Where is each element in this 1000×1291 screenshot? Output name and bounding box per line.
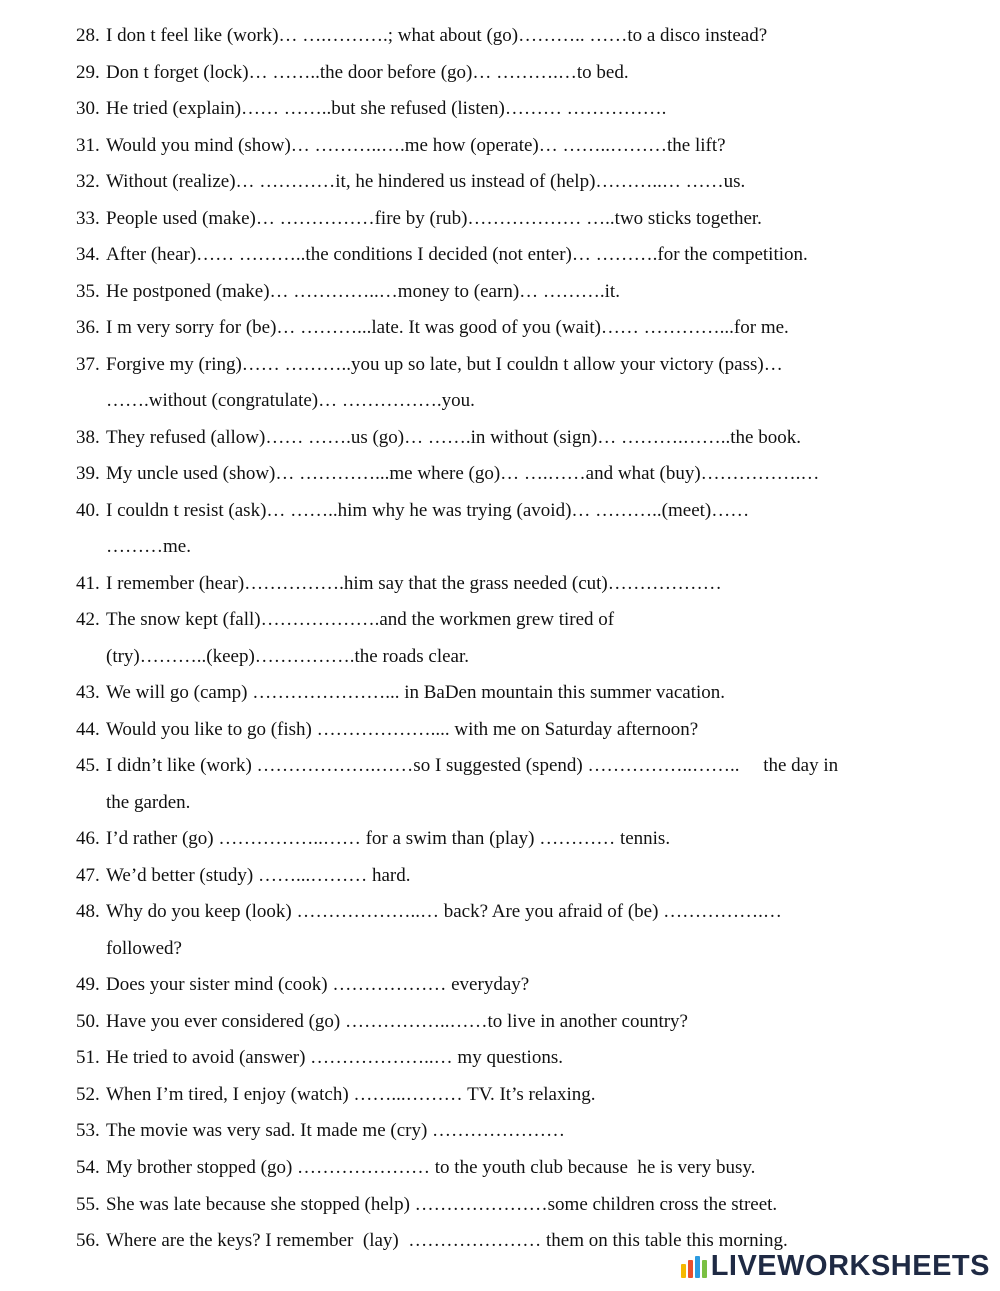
exercise-text: We’d better (study) ……...……… hard. <box>106 865 411 886</box>
exercise-text: I’d rather (go) ……………..…… for a swim than (play) ………… tennis. <box>106 828 671 849</box>
exercise-number: 32. <box>76 171 100 192</box>
exercise-37-continuation: …….without (congratulate)… …………….you. <box>106 390 475 411</box>
exercise-49 <box>76 973 529 997</box>
exercise-number: 51. <box>76 1047 100 1068</box>
exercise-number: 28. <box>76 25 100 46</box>
exercise-48 <box>76 900 782 924</box>
exercise-29 <box>76 61 629 85</box>
exercise-34 <box>76 243 808 267</box>
exercise-33 <box>76 207 762 231</box>
exercise-number: 33. <box>76 208 100 229</box>
exercise-number: 54. <box>76 1157 100 1178</box>
exercise-43 <box>76 681 725 705</box>
exercise-number: 41. <box>76 573 100 594</box>
exercise-number: 38. <box>76 427 100 448</box>
exercise-44 <box>76 718 698 742</box>
exercise-number: 52. <box>76 1084 100 1105</box>
exercise-text: They refused (allow)…… …….us (go)… …….in without (sign)… ……….……..the book. <box>106 427 801 448</box>
exercise-55 <box>76 1193 777 1217</box>
exercise-31 <box>76 134 726 158</box>
exercise-text: I don t feel like (work)… ….……….; what about (go)……….. ……to a disco instead? <box>106 25 768 46</box>
exercise-41 <box>76 572 722 596</box>
exercise-47 <box>76 864 411 888</box>
exercise-text: We will go (camp) …………………... in BaDen mountain this summer vacation. <box>106 682 726 703</box>
exercise-number: 45. <box>76 755 100 776</box>
exercise-text: I m very sorry for (be)… ………...late. It was good of you (wait)…… …………...for me. <box>106 317 789 338</box>
exercise-40-continuation: ………me. <box>106 536 191 557</box>
exercise-45 <box>76 754 838 778</box>
exercise-text: Forgive my (ring)…… ………..you up so late, but I couldn t allow your victory (pass)… <box>106 354 783 375</box>
exercise-text: I remember (hear)…………….him say that the grass needed (cut)……………… <box>106 573 722 594</box>
exercise-48-continuation: followed? <box>106 938 182 959</box>
exercise-35 <box>76 280 620 304</box>
exercise-52 <box>76 1083 596 1107</box>
exercise-40 <box>76 499 749 523</box>
exercise-number: 40. <box>76 500 100 521</box>
exercise-number: 42. <box>76 609 100 630</box>
exercise-number: 30. <box>76 98 100 119</box>
exercise-number: 50. <box>76 1011 100 1032</box>
exercise-text: She was late because she stopped (help) …………………some children cross the street. <box>106 1194 778 1215</box>
exercise-text: Have you ever considered (go) ……………..……to live in another country? <box>106 1011 688 1032</box>
exercise-text: I couldn t resist (ask)… ……..him why he was trying (avoid)… ………..(meet)…… <box>106 500 750 521</box>
exercise-51 <box>76 1046 563 1070</box>
exercise-text: When I’m tired, I enjoy (watch) ……...……… TV. It’s relaxing. <box>106 1084 596 1105</box>
exercise-38 <box>76 426 801 450</box>
exercise-36 <box>76 316 789 340</box>
exercise-42-continuation: (try)………..(keep)…………….the roads clear. <box>106 646 470 667</box>
exercise-text: He tried (explain)…… ……..but she refused (listen)……… ……………. <box>106 98 667 119</box>
exercise-53 <box>76 1119 565 1143</box>
exercise-text: Does your sister mind (cook) ……………… everyday? <box>106 974 530 995</box>
exercise-number: 31. <box>76 135 100 156</box>
exercise-number: 43. <box>76 682 100 703</box>
exercise-text: Don t forget (lock)… ……..the door before (go)… ……….…to bed. <box>106 62 629 83</box>
exercise-number: 36. <box>76 317 100 338</box>
exercise-text: After (hear)…… ………..the conditions I decided (not enter)… ……….for the competition. <box>106 244 808 265</box>
exercise-text: Why do you keep (look) ………………..… back? Are you afraid of (be) …………….… <box>106 901 782 922</box>
exercise-text: Would you mind (show)… ………..….me how (operate)… ……..………the lift? <box>106 135 726 156</box>
liveworksheets-logo-text: LIVEWORKSHEETS <box>710 1250 990 1282</box>
exercise-number: 29. <box>76 62 100 83</box>
exercise-number: 44. <box>76 719 100 740</box>
exercise-37 <box>76 353 783 377</box>
exercise-32 <box>76 170 745 194</box>
exercise-28 <box>76 24 767 48</box>
exercise-number: 55. <box>76 1194 100 1215</box>
exercise-number: 37. <box>76 354 100 375</box>
exercise-number: 46. <box>76 828 100 849</box>
exercise-number: 48. <box>76 901 100 922</box>
exercise-39 <box>76 462 819 486</box>
liveworksheets-logo-icon <box>681 1256 707 1278</box>
exercise-46 <box>76 827 670 851</box>
exercise-50 <box>76 1010 688 1034</box>
liveworksheets-logo <box>681 1250 990 1283</box>
exercise-45-continuation: the garden. <box>106 792 191 813</box>
exercise-number: 49. <box>76 974 100 995</box>
exercise-number: 35. <box>76 281 100 302</box>
exercise-text: My brother stopped (go) ………………… to the youth club because he is very busy. <box>106 1157 756 1178</box>
exercise-text: He postponed (make)… …………..…money to (earn)… ……….it. <box>106 281 620 302</box>
exercise-54 <box>76 1156 755 1180</box>
exercise-number: 34. <box>76 244 100 265</box>
exercise-42 <box>76 608 614 632</box>
exercise-text: My uncle used (show)… …………...me where (go)… ….……and what (buy)…………….… <box>106 463 820 484</box>
exercise-text: The movie was very sad. It made me (cry) ………………… <box>106 1120 566 1141</box>
exercise-text: Without (realize)… …………it, he hindered us instead of (help)………..… ……us. <box>106 171 746 192</box>
exercise-number: 53. <box>76 1120 100 1141</box>
exercise-text: Would you like to go (fish) ……………….... with me on Saturday afternoon? <box>106 719 699 740</box>
exercise-text: The snow kept (fall)……………….and the workmen grew tired of <box>106 609 615 630</box>
exercise-text: He tried to avoid (answer) ………………..… my questions. <box>106 1047 563 1068</box>
exercise-text: I didn’t like (work) ……………….……so I suggested (spend) ……………..…….. the day in <box>106 755 839 776</box>
exercise-30 <box>76 97 666 121</box>
exercise-text: Where are the keys? I remember (lay) ………………… them on this table this morning. <box>106 1230 788 1251</box>
exercise-number: 39. <box>76 463 100 484</box>
exercise-text: People used (make)… ……………fire by (rub)……………… …..two sticks together. <box>106 208 762 229</box>
exercise-number: 47. <box>76 865 100 886</box>
exercise-number: 56. <box>76 1230 100 1251</box>
